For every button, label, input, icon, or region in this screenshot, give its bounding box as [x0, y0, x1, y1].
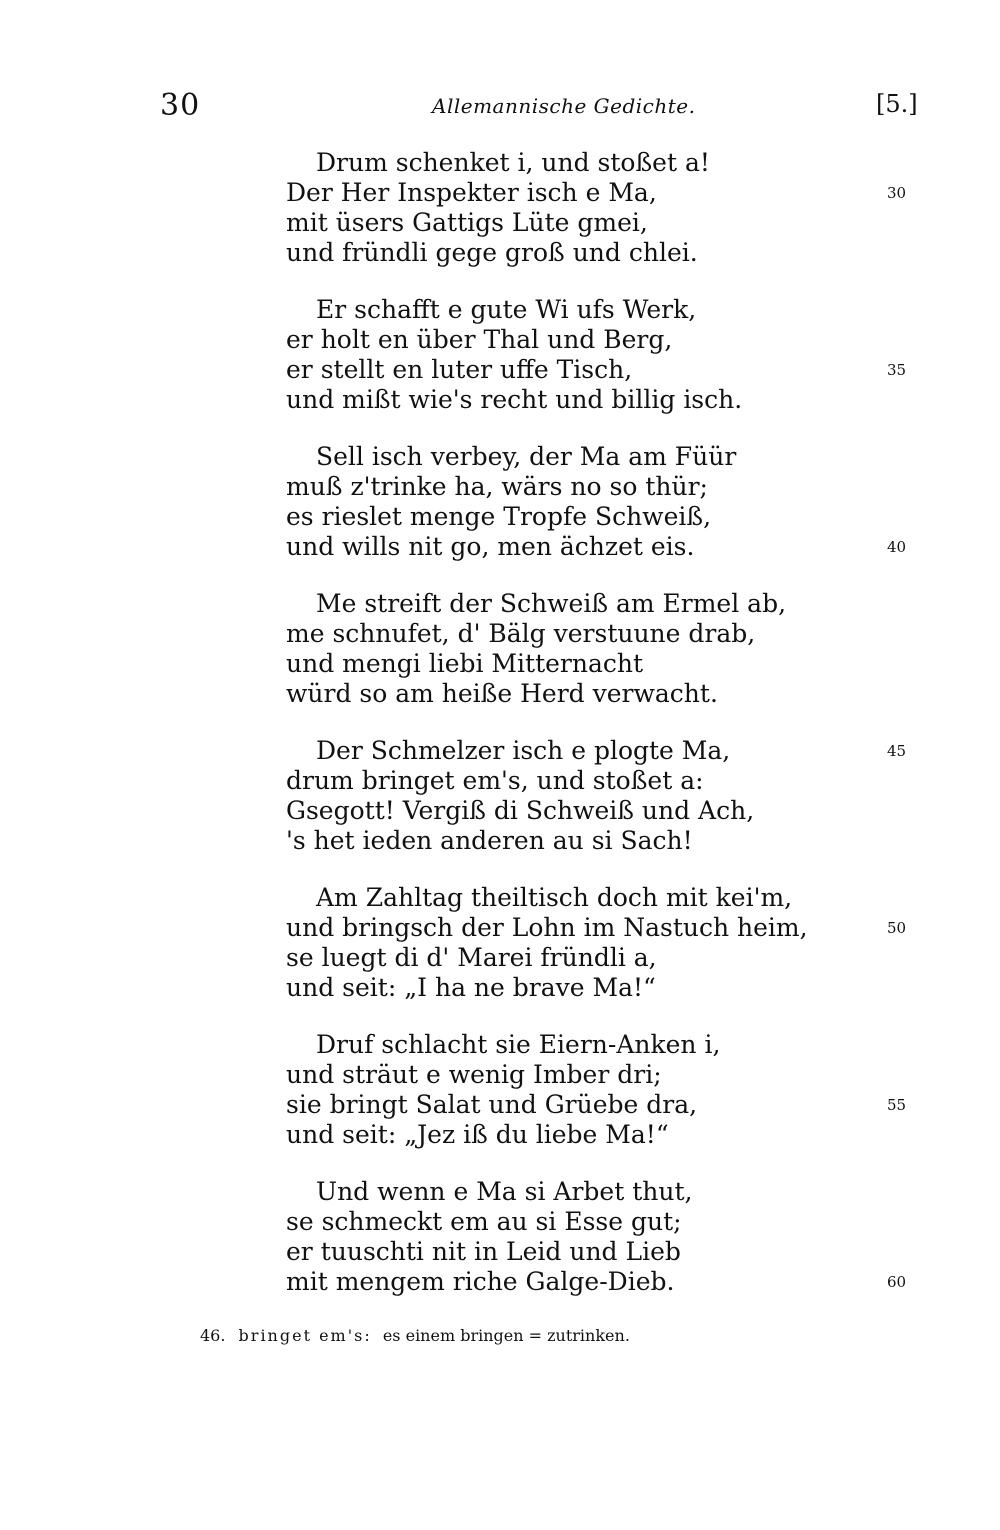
verse-line [0, 238, 1000, 268]
verse-text: mit mengem riche Galge-Dieb. [286, 1267, 675, 1296]
verse-text: und mißt wie's recht und billig isch. [286, 385, 743, 414]
verse-text: Sell isch verbey, der Ma am Füür [316, 442, 737, 471]
verse-text: muß z'trinke ha, wärs no so thür; [286, 472, 708, 501]
verse-line [0, 1060, 1000, 1090]
verse-text: Der Schmelzer isch e plogte Ma, [316, 736, 731, 765]
poem-body [0, 148, 1000, 1324]
verse-line [0, 766, 1000, 796]
verse-line [0, 502, 1000, 532]
footnote-explanation: es einem bringen = zutrinken. [382, 1326, 630, 1345]
verse-line [0, 1177, 1000, 1207]
stanza [0, 295, 1000, 415]
stanza [0, 589, 1000, 709]
verse-text: und mengi liebi Mitternacht [286, 649, 644, 678]
verse-line [0, 532, 1000, 562]
verse-line [0, 355, 1000, 385]
stanza [0, 1030, 1000, 1150]
verse-text: er tuuschti nit in Leid und Lieb [286, 1237, 681, 1266]
verse-text: Am Zahltag theiltisch doch mit kei'm, [316, 883, 793, 912]
verse-line [0, 442, 1000, 472]
line-number: 40 [887, 538, 907, 556]
verse-line [0, 472, 1000, 502]
verse-line [0, 649, 1000, 679]
section-marker: [5.] [876, 90, 918, 118]
footnote-lemma: bringet em's: [238, 1326, 372, 1345]
verse-line [0, 589, 1000, 619]
verse-text: und fründli gege groß und chlei. [286, 238, 698, 267]
verse-text: Me streift der Schweiß am Ermel ab, [316, 589, 787, 618]
verse-text: me schnufet, d' Bälg verstuune drab, [286, 619, 756, 648]
line-number: 45 [887, 742, 907, 760]
verse-text: Drum schenket i, und stoßet a! [316, 148, 710, 177]
verse-line [0, 1267, 1000, 1297]
verse-text: und wills nit go, men ächzet eis. [286, 532, 695, 561]
verse-line [0, 913, 1000, 943]
verse-text: se luegt di d' Marei fründli a, [286, 943, 657, 972]
verse-line [0, 796, 1000, 826]
footnote [200, 1326, 630, 1345]
verse-line [0, 1237, 1000, 1267]
line-number: 50 [887, 919, 907, 937]
verse-line [0, 148, 1000, 178]
line-number: 60 [887, 1273, 907, 1291]
verse-text: Der Her Inspekter isch e Ma, [286, 178, 657, 207]
verse-line [0, 679, 1000, 709]
verse-line [0, 178, 1000, 208]
verse-text: er holt en über Thal und Berg, [286, 325, 673, 354]
verse-line [0, 1090, 1000, 1120]
verse-text: se schmeckt em au si Esse gut; [286, 1207, 682, 1236]
verse-text: und seit: „I ha ne brave Ma!“ [286, 973, 656, 1002]
stanza [0, 442, 1000, 562]
verse-line [0, 826, 1000, 856]
verse-text: Und wenn e Ma si Arbet thut, [316, 1177, 693, 1206]
verse-line [0, 1120, 1000, 1150]
verse-line [0, 943, 1000, 973]
page-number: 30 [160, 88, 201, 123]
verse-text: 's het ieden anderen au si Sach! [286, 826, 693, 855]
verse-text: und bringsch der Lohn im Nastuch heim, [286, 913, 808, 942]
verse-line [0, 295, 1000, 325]
footnote-number: 46. [200, 1326, 226, 1345]
verse-text: und seit: „Jez iß du liebe Ma!“ [286, 1120, 669, 1149]
verse-text: und sträut e wenig Imber dri; [286, 1060, 662, 1089]
line-number: 35 [887, 361, 907, 379]
verse-line [0, 385, 1000, 415]
stanza [0, 883, 1000, 1003]
verse-line [0, 1030, 1000, 1060]
line-number: 30 [887, 184, 907, 202]
verse-line [0, 619, 1000, 649]
verse-text: sie bringt Salat und Grüebe dra, [286, 1090, 698, 1119]
stanza [0, 148, 1000, 268]
verse-line [0, 736, 1000, 766]
running-title: Allemannische Gedichte. [432, 94, 696, 118]
verse-line [0, 208, 1000, 238]
verse-line [0, 883, 1000, 913]
verse-text: er stellt en luter uffe Tisch, [286, 355, 633, 384]
verse-text: Druf schlacht sie Eiern-Anken i, [316, 1030, 721, 1059]
verse-text: Er schafft e gute Wi ufs Werk, [316, 295, 697, 324]
verse-text: es rieslet menge Tropfe Schweiß, [286, 502, 712, 531]
stanza [0, 1177, 1000, 1297]
stanza [0, 736, 1000, 856]
verse-line [0, 1207, 1000, 1237]
verse-text: Gsegott! Vergiß di Schweiß und Ach, [286, 796, 755, 825]
verse-line [0, 325, 1000, 355]
verse-text: mit üsers Gattigs Lüte gmei, [286, 208, 648, 237]
verse-text: würd so am heiße Herd verwacht. [286, 679, 718, 708]
page-header [0, 88, 1000, 128]
verse-line [0, 973, 1000, 1003]
verse-text: drum bringet em's, und stoßet a: [286, 766, 704, 795]
line-number: 55 [887, 1096, 907, 1114]
